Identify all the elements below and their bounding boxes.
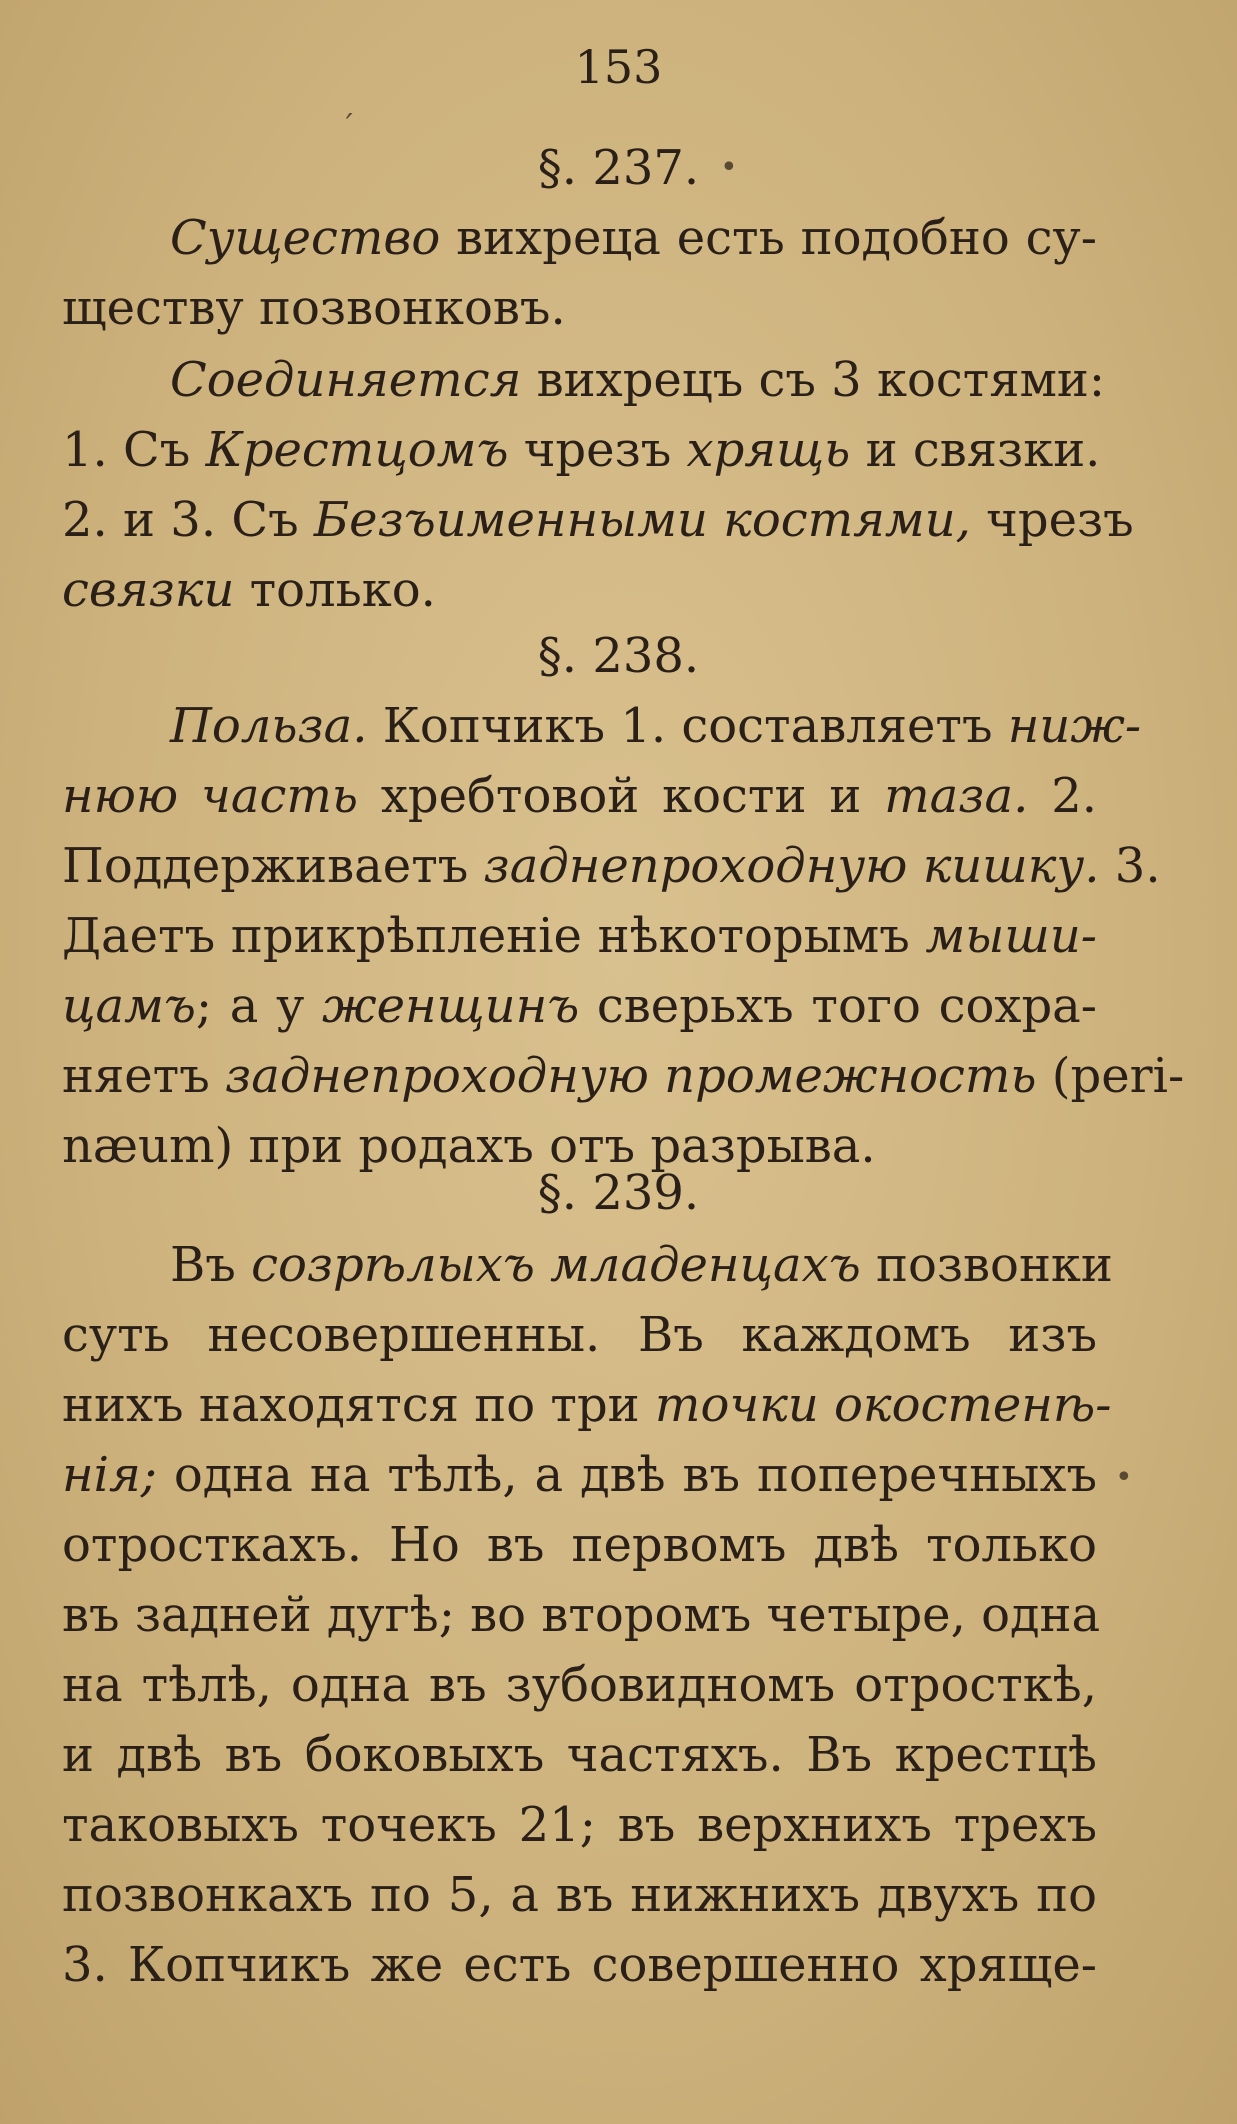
text-line — [62, 420, 1101, 480]
italic-term: Польза. — [170, 698, 368, 754]
text-run: Въ — [170, 1237, 252, 1293]
italic-term: созрѣлыхъ младенцахъ — [251, 1237, 861, 1293]
italic-term: ниж- — [1007, 698, 1142, 754]
italic-term: женщинъ — [322, 978, 580, 1034]
text-run: 2. и 3. Съ — [62, 492, 314, 548]
text-line — [62, 976, 1097, 1036]
italic-term: заднепроходную кишку. — [483, 838, 1100, 894]
text-run: только. — [234, 562, 436, 618]
text-line — [62, 560, 1097, 620]
italic-term: Крестцомъ — [205, 422, 509, 478]
italic-term: нія; — [62, 1447, 157, 1503]
text-run: ; а у — [195, 978, 323, 1034]
section-heading: §. 237. — [537, 140, 700, 196]
page-number: 153 — [574, 40, 663, 94]
text-run: næum) при родахъ отъ разрыва. — [62, 1118, 876, 1174]
italic-term: точки окостенѣ- — [654, 1377, 1112, 1433]
text-line — [170, 1235, 1113, 1295]
italic-term: таза. — [884, 768, 1029, 824]
text-run: и связки. — [850, 422, 1101, 478]
italic-term: Безъименными костями, — [313, 492, 971, 548]
text-line — [62, 1375, 1112, 1435]
text-run: чрезъ — [508, 422, 687, 478]
text-line — [62, 1935, 1097, 1995]
text-line — [62, 490, 1134, 550]
section-heading: §. 238. — [537, 628, 700, 684]
text-line — [62, 1515, 1097, 1575]
text-run: Поддерживаетъ — [62, 838, 484, 894]
text-line — [62, 1585, 1101, 1645]
text-line — [62, 278, 1097, 338]
text-run: сверьхъ того сохра- — [579, 978, 1097, 1034]
italic-term: Существо — [170, 210, 441, 266]
text-line — [62, 1865, 1097, 1925]
text-run: Копчикъ 1. составляетъ — [367, 698, 1008, 754]
text-line — [170, 208, 1097, 268]
italic-term: нюю часть — [62, 768, 358, 824]
text-run: въ задней дугѣ; во второмъ четыре, одна — [62, 1587, 1101, 1643]
text-run: одна на тѣлѣ, а двѣ въ поперечныхъ — [156, 1447, 1097, 1503]
italic-term: заднепроходную промежность — [225, 1048, 1037, 1104]
text-run: 3. Копчикъ же есть совершенно хряще- — [62, 1937, 1097, 1993]
text-run: позвонки — [860, 1237, 1113, 1293]
text-run: хребтовой кости и — [357, 768, 885, 824]
text-line — [62, 1305, 1097, 1365]
text-line — [62, 1655, 1097, 1715]
section-heading: §. 239. — [537, 1165, 700, 1221]
text-run: 1. Съ — [62, 422, 206, 478]
text-run: позвонкахъ по 5, а въ нижнихъ двухъ по — [62, 1867, 1097, 1923]
text-run: 2. — [1028, 768, 1097, 824]
text-line — [62, 836, 1161, 896]
text-run: чрезъ — [970, 492, 1134, 548]
text-run: отросткахъ. Но въ первомъ двѣ только — [62, 1517, 1097, 1573]
text-run: (peri- — [1036, 1048, 1185, 1104]
text-line — [62, 1725, 1097, 1785]
text-line — [62, 766, 1097, 826]
text-line — [62, 1445, 1097, 1505]
speck-mark: ´ — [340, 110, 355, 145]
text-run: и двѣ въ боковыхъ частяхъ. Въ крестцѣ — [62, 1727, 1097, 1783]
italic-term: мыши- — [925, 908, 1097, 964]
text-line — [170, 696, 1142, 756]
speck-mark: • — [720, 150, 738, 185]
text-run: нихъ находятся по три — [62, 1377, 655, 1433]
text-run: няетъ — [62, 1048, 226, 1104]
italic-term: Соединяется — [170, 352, 522, 408]
text-line — [62, 1795, 1097, 1855]
speck-mark: • — [1115, 1460, 1133, 1495]
italic-term: хрящь — [686, 422, 851, 478]
text-run: таковыхъ точекъ 21; въ верхнихъ трехъ — [62, 1797, 1097, 1853]
text-line — [62, 906, 1097, 966]
text-line — [170, 350, 1106, 410]
text-run: вихрецъ съ 3 костями: — [521, 352, 1106, 408]
text-run: Даетъ прикрѣпленіе нѣкоторымъ — [62, 908, 926, 964]
text-run: на тѣлѣ, одна въ зубовидномъ отросткѣ, — [62, 1657, 1097, 1713]
text-run: вихреца есть подобно су- — [440, 210, 1097, 266]
italic-term: цамъ — [62, 978, 196, 1034]
text-line — [62, 1046, 1185, 1106]
text-run: ществу позвонковъ. — [62, 280, 566, 336]
italic-term: связки — [62, 562, 235, 618]
text-run: 3. — [1099, 838, 1161, 894]
text-run: суть несовершенны. Въ каждомъ изъ — [62, 1307, 1097, 1363]
